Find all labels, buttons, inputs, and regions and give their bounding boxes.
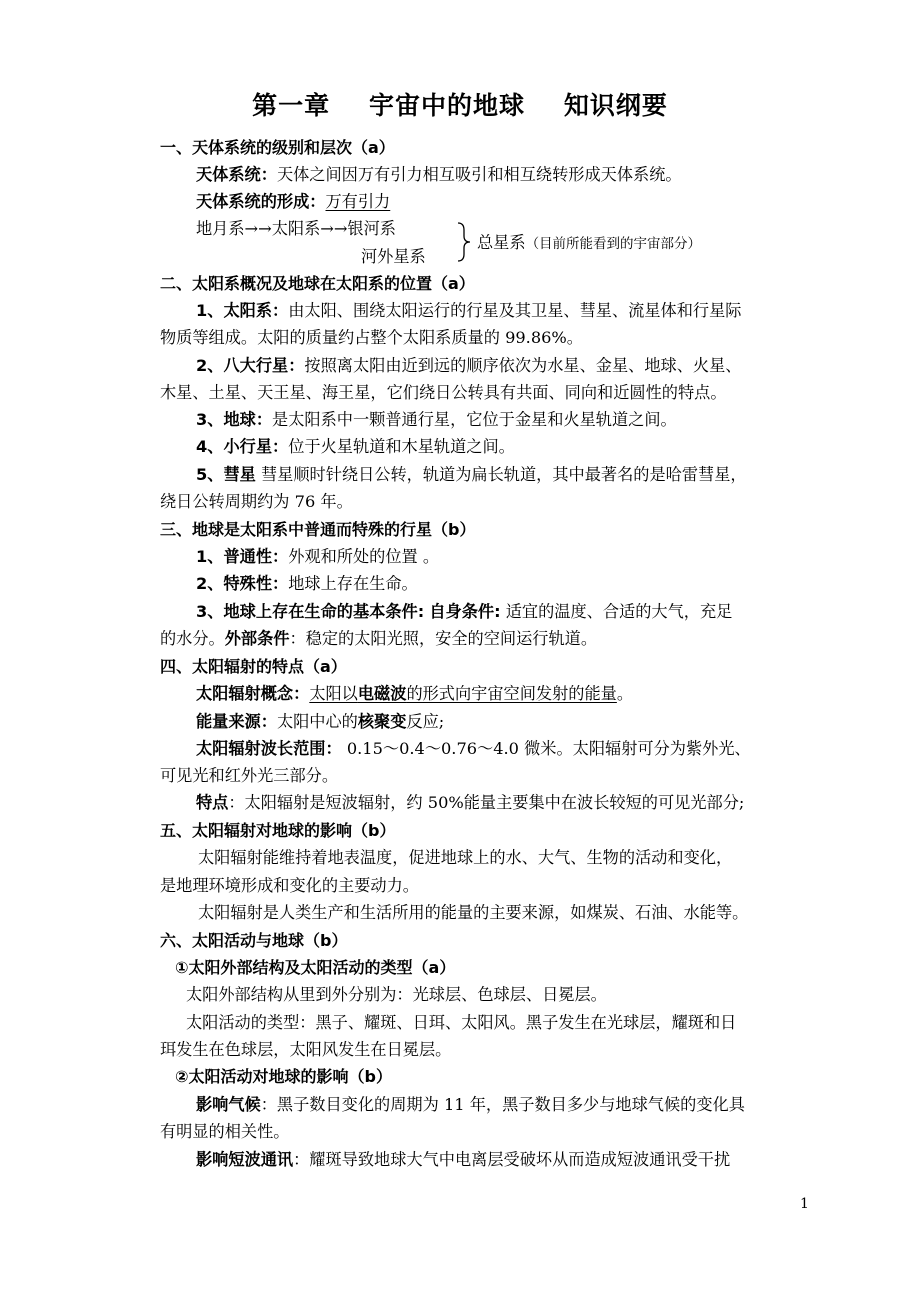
s3-item3: 3、地球上存在生命的基本条件: 自身条件: 适宜的温度、合适的大气，充足 (196, 602, 733, 621)
s6-subheading-2: ②太阳活动对地球的影响（b） (175, 1067, 393, 1086)
s2-item2: 2、八大行星：按照离太阳由近到远的顺序依次为水星、金星、地球、火星、 (196, 356, 742, 375)
section-4-heading: 四、太阳辐射的特点（a） (160, 657, 347, 676)
s1-formation: 天体系统的形成：万有引力 (196, 192, 391, 211)
s2-item1: 1、太阳系：由太阳、围绕太阳运行的行星及其卫星、彗星、流星体和行星际 (196, 301, 742, 320)
s1-hierarchy-line1: 地月系→→太阳系→→银河系 (196, 219, 396, 238)
s5-para1-cont: 是地理环境形成和变化的主要动力。 (160, 876, 419, 895)
s6-activity-types-cont: 珥发生在色球层，太阳风发生在日冕层。 (160, 1040, 452, 1059)
section-6-heading: 六、太阳活动与地球（b） (160, 931, 348, 950)
s6-activity-types: 太阳活动的类型：黑子、耀斑、日珥、太阳风。黑子发生在光球层，耀斑和日 (186, 1013, 737, 1032)
s3-item2: 2、特殊性：地球上存在生命。 (196, 574, 418, 593)
s4-wavelength-cont: 可见光和红外光三部分。 (160, 766, 339, 785)
s2-item3: 3、地球：是太阳系中一颗普通行星，它位于金星和火星轨道之间。 (196, 410, 677, 429)
s1-total-galaxy: 总星系（目前所能看到的宇宙部分） (477, 233, 702, 252)
chapter-title (0, 86, 920, 122)
title-topic: 宇宙中的地球 (368, 91, 525, 120)
brace-icon (452, 222, 478, 262)
section-1-heading: 一、天体系统的级别和层次（a） (160, 138, 395, 157)
s6-subheading-1: ①太阳外部结构及太阳活动的类型（a） (175, 958, 456, 977)
section-5-heading: 五、太阳辐射对地球的影响（b） (160, 821, 396, 840)
s4-concept: 太阳辐射概念：太阳以电磁波的形式向宇宙空间发射的能量。 (196, 684, 634, 703)
s1-hierarchy-line2: 河外星系 (361, 247, 426, 266)
s3-item1: 1、普通性：外观和所处的位置 。 (196, 547, 440, 566)
s2-item4: 4、小行星：位于火星轨道和木星轨道之间。 (196, 437, 515, 456)
s6-climate-cont: 有明显的相关性。 (160, 1122, 290, 1141)
s5-para2: 太阳辐射是人类生产和生活所用的能量的主要来源，如煤炭、石油、水能等。 (198, 903, 749, 922)
title-chapter: 第一章 (252, 91, 331, 120)
title-outline: 知识纲要 (563, 91, 668, 120)
section-3-heading: 三、地球是太阳系中普通而特殊的行星（b） (160, 520, 476, 539)
s6-radio: 影响短波通讯：耀斑导致地球大气中电离层受破坏从而造成短波通讯受干扰 (196, 1150, 731, 1169)
s6-climate: 影响气候：黑子数目变化的周期为 11 年，黑子数目多少与地球气候的变化具 (196, 1095, 745, 1114)
s4-feature: 特点：太阳辐射是短波辐射，约 50%能量主要集中在波长较短的可见光部分; (196, 793, 745, 812)
page-number: 1 (800, 1196, 809, 1212)
s4-energy-source: 能量来源：太阳中心的核聚变反应; (196, 712, 445, 731)
s3-item3-cont: 的水分。外部条件：稳定的太阳光照，安全的空间运行轨道。 (160, 629, 598, 648)
s5-para1: 太阳辐射能维持着地表温度，促进地球上的水、大气、生物的活动和变化， (198, 848, 733, 867)
s2-item5: 5、彗星 彗星顺时针绕日公转，轨道为扁长轨道，其中最著名的是哈雷彗星， (196, 465, 747, 484)
s6-structure: 太阳外部结构从里到外分别为：光球层、色球层、日冕层。 (186, 985, 607, 1004)
s4-wavelength: 太阳辐射波长范围： 0.15～0.4～0.76～4.0 微米。太阳辐射可分为紫外光、 (196, 739, 751, 758)
s2-item2-cont: 木星、土星、天王星、海王星，它们绕日公转具有共面、同向和近圆性的特点。 (160, 383, 727, 402)
s1-definition: 天体系统：天体之间因万有引力相互吸引和相互绕转形成天体系统。 (196, 165, 682, 184)
s2-item1-cont: 物质等组成。太阳的质量约占整个太阳系质量的 99.86%。 (160, 328, 583, 347)
s2-item5-cont: 绕日公转周期约为 76 年。 (160, 492, 353, 511)
section-2-heading: 二、太阳系概况及地球在太阳系的位置（a） (160, 274, 475, 293)
